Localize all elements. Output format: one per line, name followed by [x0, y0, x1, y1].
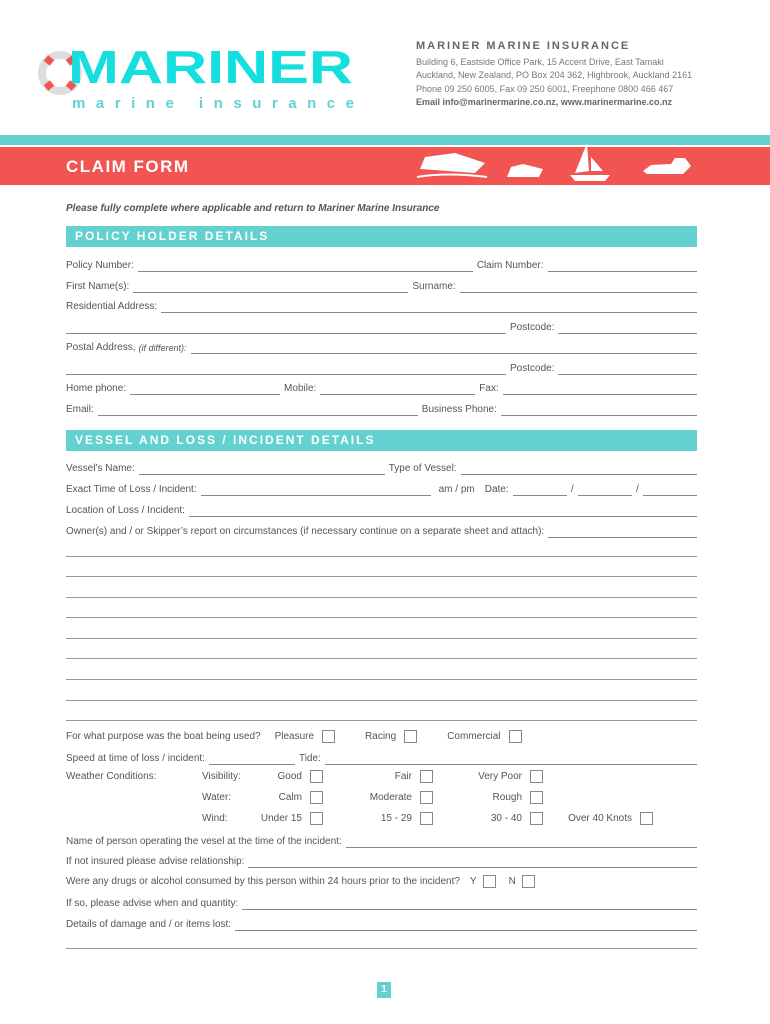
wind-30-40-checkbox[interactable]: [530, 812, 543, 825]
label: Home phone:: [66, 383, 127, 394]
label: Details of damage and / or items lost:: [66, 919, 232, 930]
label: Rough: [492, 791, 522, 803]
date-month-field[interactable]: [578, 485, 632, 496]
label: Claim Number:: [476, 260, 544, 271]
postal-address-field-2[interactable]: [66, 364, 506, 375]
when-quantity-field[interactable]: [242, 899, 697, 910]
label: Exact Time of Loss / Incident:: [66, 484, 197, 495]
visibility-fair-checkbox[interactable]: [420, 770, 433, 783]
postcode-field[interactable]: [558, 323, 697, 334]
label: Visibility:: [202, 771, 241, 782]
report-line[interactable]: [66, 597, 697, 598]
report-line[interactable]: [66, 679, 697, 680]
mariner-logo: [38, 40, 358, 112]
water-moderate-checkbox[interactable]: [420, 791, 433, 804]
label: Residential Address:: [66, 301, 158, 312]
report-line[interactable]: [66, 617, 697, 618]
page-number: 1: [377, 982, 391, 998]
weather-conditions-grid: [66, 770, 653, 833]
label: /: [570, 484, 574, 495]
drugs-yes-checkbox[interactable]: [483, 875, 496, 888]
label: Good: [277, 770, 302, 782]
label: Y: [469, 875, 477, 887]
pleasure-checkbox[interactable]: [322, 730, 335, 743]
label: First Name(s):: [66, 281, 130, 292]
label: Postal Address,: [66, 342, 136, 353]
label: Postcode:: [510, 363, 555, 374]
label: N: [508, 875, 516, 887]
visibility-good-checkbox[interactable]: [310, 770, 323, 783]
label: Business Phone:: [421, 404, 497, 415]
label: Policy Number:: [66, 260, 134, 271]
wind-over-40-checkbox[interactable]: [640, 812, 653, 825]
report-line[interactable]: [66, 638, 697, 639]
wind-under-15-checkbox[interactable]: [310, 812, 323, 825]
label: Surname:: [412, 281, 456, 292]
report-line[interactable]: [66, 556, 697, 557]
label: Email:: [66, 404, 94, 415]
mobile-field[interactable]: [320, 384, 475, 395]
report-line[interactable]: [66, 720, 697, 721]
label: Commercial: [447, 730, 501, 742]
section-vessel-loss: VESSEL AND LOSS / INCIDENT DETAILS: [66, 430, 697, 451]
boats-icon: [415, 137, 710, 185]
label: If so, please advise when and quantity:: [66, 898, 239, 909]
label: Vessel’s Name:: [66, 463, 135, 474]
report-field[interactable]: [548, 527, 697, 538]
report-line[interactable]: [66, 700, 697, 701]
water-calm-checkbox[interactable]: [310, 791, 323, 804]
water-rough-checkbox[interactable]: [530, 791, 543, 804]
vessel-type-field[interactable]: [461, 464, 697, 475]
label: Owner(s) and / or Skipper’s report on circumstances (if necessary continue on a separate sheet and attach):: [66, 526, 545, 537]
operator-field[interactable]: [346, 837, 697, 848]
label: Postcode:: [510, 322, 555, 333]
relationship-field[interactable]: [248, 857, 697, 868]
email-field[interactable]: [98, 405, 418, 416]
surname-field[interactable]: [460, 282, 697, 293]
address-line: Building 6, Eastside Office Park, 15 Accent Drive, East Tamaki: [416, 56, 664, 67]
label: If not insured please advise relationship:: [66, 856, 245, 867]
svg-text:marine insurance: marine insurance: [72, 95, 354, 112]
label: Over 40 Knots: [568, 812, 632, 824]
label: Were any drugs or alcohol consumed by this person within 24 hours prior to the incident?: [66, 875, 460, 887]
residential-address-field-2[interactable]: [66, 323, 506, 334]
report-line[interactable]: [66, 576, 697, 577]
speed-field[interactable]: [209, 754, 295, 765]
drugs-no-checkbox[interactable]: [522, 875, 535, 888]
label: Type of Vessel:: [388, 463, 457, 474]
fax-field[interactable]: [503, 384, 697, 395]
racing-checkbox[interactable]: [404, 730, 417, 743]
label: Name of person operating the vesel at the time of the incident:: [66, 836, 342, 847]
label: Weather Conditions:: [66, 771, 157, 782]
label: 15 - 29: [380, 812, 412, 824]
purpose-row: [66, 730, 522, 743]
svg-text:MARINER: MARINER: [68, 41, 353, 93]
first-names-field[interactable]: [133, 282, 408, 293]
date-year-field[interactable]: [643, 485, 697, 496]
label: Mobile:: [284, 383, 317, 394]
visibility-very-poor-checkbox[interactable]: [530, 770, 543, 783]
commercial-checkbox[interactable]: [509, 730, 522, 743]
phone-line: Phone 09 250 6005, Fax 09 250 6001, Freephone 0800 466 467: [416, 83, 674, 94]
report-line[interactable]: [66, 658, 697, 659]
label: Very Poor: [478, 770, 522, 782]
damage-field[interactable]: [235, 920, 697, 931]
label: Racing: [365, 730, 397, 742]
label: For what purpose was the boat being used?: [66, 730, 261, 742]
time-field[interactable]: [201, 485, 431, 496]
label: Speed at time of loss / incident:: [66, 753, 205, 764]
postal-postcode-field[interactable]: [558, 364, 697, 375]
form-title: CLAIM FORM: [66, 157, 190, 176]
residential-address-field[interactable]: [161, 302, 697, 313]
tide-field[interactable]: [325, 754, 697, 765]
label: (if different):: [138, 343, 187, 353]
company-name: MARINER MARINE INSURANCE: [416, 40, 631, 52]
section-policy-holder: POLICY HOLDER DETAILS: [66, 226, 697, 247]
label: Fax:: [479, 383, 499, 394]
email-line: Email info@marinermarine.co.nz, www.marinermarine.co.nz: [416, 97, 673, 107]
label: Location of Loss / Incident:: [66, 505, 185, 516]
company-info: [416, 40, 692, 110]
label: Calm: [278, 791, 302, 803]
drugs-row: [66, 875, 535, 888]
home-phone-field[interactable]: [130, 384, 280, 395]
date-day-field[interactable]: [513, 485, 567, 496]
damage-line[interactable]: [66, 948, 697, 949]
intro-text: Please fully complete where applicable and return to Mariner Marine Insurance: [66, 203, 440, 214]
label: Fair: [394, 770, 412, 782]
label: 30 - 40: [490, 812, 522, 824]
policy-number-field[interactable]: [138, 261, 473, 272]
label: Date:: [484, 484, 509, 495]
label: Under 15: [260, 812, 302, 824]
vessel-name-field[interactable]: [139, 464, 385, 475]
label: am / pm: [438, 484, 475, 495]
postal-address-field[interactable]: [191, 343, 698, 354]
business-phone-field[interactable]: [501, 405, 697, 416]
label: Tide:: [298, 753, 321, 764]
label: Moderate: [369, 791, 412, 803]
label: Pleasure: [274, 730, 315, 742]
address-line: Auckland, New Zealand, PO Box 204 362, Highbrook, Auckland 2161: [416, 70, 693, 80]
label: Water:: [202, 792, 232, 803]
location-field[interactable]: [189, 506, 697, 517]
label: Wind:: [202, 813, 228, 824]
wind-15-29-checkbox[interactable]: [420, 812, 433, 825]
claim-number-field[interactable]: [548, 261, 698, 272]
label: /: [635, 484, 639, 495]
